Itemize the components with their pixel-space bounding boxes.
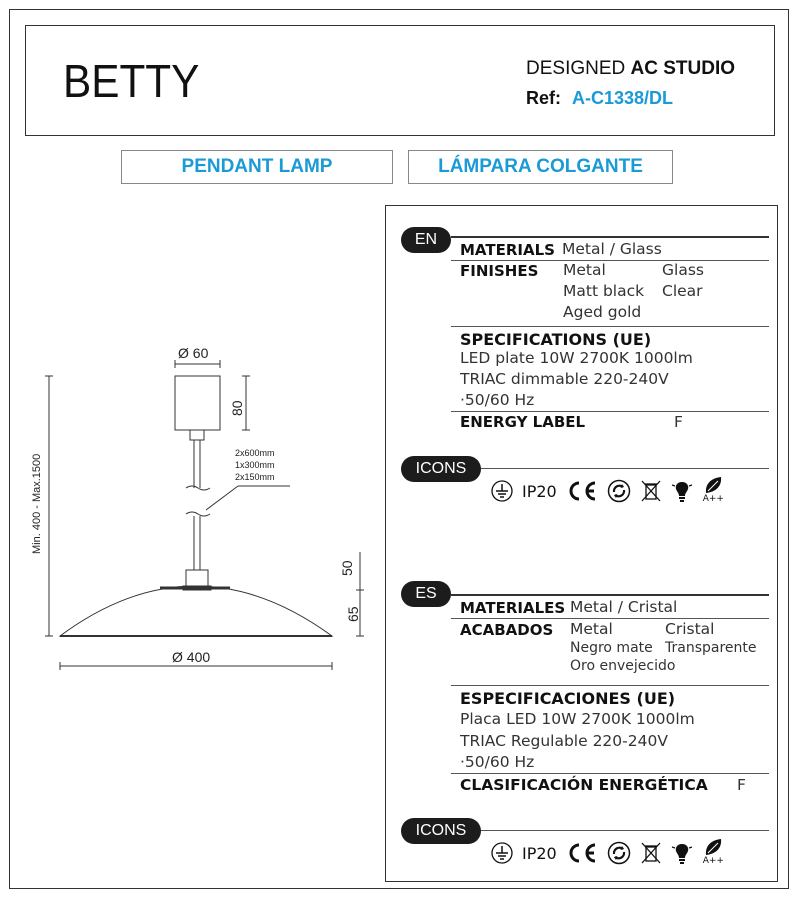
divider	[451, 236, 769, 238]
icons-en-text: ICONS	[415, 460, 467, 477]
recycle-icon	[607, 841, 631, 865]
divider	[451, 685, 769, 686]
materials-value-es: Metal / Cristal	[570, 598, 678, 616]
finish-col2-head-en: Glass	[662, 261, 704, 279]
recycle-icon	[607, 479, 631, 503]
energy-class-en: A++	[702, 494, 724, 504]
product-name: BETTY	[63, 55, 200, 107]
shade-height-label: 65	[345, 606, 361, 622]
earth-ground-icon	[490, 479, 514, 503]
finish-col2-line1-en: Clear	[662, 282, 703, 300]
lang-pill-es	[401, 581, 451, 607]
designer-credit	[526, 58, 735, 80]
finish-col1-head-es: Metal	[570, 620, 613, 638]
title-es-text: LÁMPARA COLGANTE	[438, 156, 643, 177]
materials-label-es: MATERIALES	[460, 599, 566, 617]
cable-option-1: 2x600mm	[235, 448, 275, 458]
crossed-bin-icon	[639, 841, 663, 865]
ref-code: A-C1338/DL	[572, 88, 674, 108]
finish-col1-head-en: Metal	[563, 261, 606, 279]
ip-rating-en: IP20	[522, 481, 557, 501]
crossed-bin-icon	[639, 479, 663, 503]
holder-height-label: 50	[339, 560, 355, 576]
spec-line3-es: ·50/60 Hz	[460, 753, 535, 771]
title-es	[408, 150, 673, 184]
ip-rating-es: IP20	[522, 843, 557, 863]
led-bulb-icon	[671, 479, 693, 503]
divider	[481, 830, 769, 831]
lang-en-text: EN	[414, 231, 438, 248]
lamp-technical-drawing	[20, 330, 370, 680]
divider	[451, 411, 769, 412]
materials-label-en: MATERIALS	[460, 241, 555, 259]
finishes-label-en: FINISHES	[460, 262, 539, 280]
finish-col2-line1-es: Transparente	[665, 640, 757, 656]
finish-col2-head-es: Cristal	[665, 620, 715, 638]
energy-label-en: ENERGY LABEL	[460, 413, 586, 431]
specs-label-en: SPECIFICATIONS (UE)	[460, 330, 652, 349]
icons-es-text: ICONS	[415, 822, 467, 839]
divider	[451, 326, 769, 327]
shade-diameter-label: Ø 400	[172, 649, 211, 665]
certification-icons-es	[490, 838, 727, 868]
divider	[481, 468, 769, 469]
divider	[451, 773, 769, 774]
reference	[526, 88, 673, 109]
canopy-height-label: 80	[229, 400, 245, 416]
spec-line1-en: LED plate 10W 2700K 1000lm	[460, 349, 693, 367]
cable-option-3: 2x150mm	[235, 472, 275, 482]
total-height-label: Min. 400 - Max.1500	[31, 453, 43, 554]
earth-ground-icon	[490, 841, 514, 865]
specs-label-es: ESPECIFICACIONES (UE)	[460, 689, 676, 708]
energy-value-es: F	[737, 776, 746, 794]
certification-icons-en	[490, 476, 727, 506]
finish-col1-line2-es: Oro envejecido	[570, 658, 676, 674]
divider	[451, 618, 769, 619]
finish-col1-line1-es: Negro mate	[570, 640, 653, 656]
canopy-diameter-label: Ø 60	[178, 345, 209, 361]
lang-es-text: ES	[415, 585, 437, 602]
icons-pill-en	[401, 456, 481, 482]
divider	[451, 594, 769, 596]
designer-name: AC STUDIO	[630, 58, 736, 79]
energy-class-es: A++	[702, 856, 724, 866]
finish-col1-line1-en: Matt black	[563, 282, 645, 300]
ce-mark-icon	[565, 841, 599, 865]
finishes-label-es: ACABADOS	[460, 621, 554, 639]
spec-line2-en: TRIAC dimmable 220-240V	[460, 370, 669, 388]
ref-label: Ref:	[526, 88, 561, 108]
energy-value-en: F	[674, 413, 683, 431]
spec-line1-es: Placa LED 10W 2700K 1000lm	[460, 710, 695, 728]
energy-leaf-icon	[701, 838, 727, 868]
title-en-text: PENDANT LAMP	[181, 156, 333, 177]
spec-line3-en: ·50/60 Hz	[460, 391, 535, 409]
header-box	[25, 25, 775, 136]
finish-col1-line2-en: Aged gold	[563, 303, 642, 321]
canopy-body	[175, 376, 220, 430]
energy-leaf-icon	[701, 476, 727, 506]
ce-mark-icon	[565, 479, 599, 503]
lamp-shade	[60, 586, 332, 636]
title-en	[121, 150, 393, 184]
lang-pill-en	[401, 227, 451, 253]
canopy-connector	[190, 430, 204, 440]
divider	[451, 260, 769, 261]
designed-prefix: DESIGNED	[526, 58, 626, 79]
icons-pill-es	[401, 818, 481, 844]
cable-option-2: 1x300mm	[235, 460, 275, 470]
materials-value-en: Metal / Glass	[562, 240, 662, 258]
energy-label-es: CLASIFICACIÓN ENERGÉTICA	[460, 776, 708, 794]
led-bulb-icon	[671, 841, 693, 865]
spec-line2-es: TRIAC Regulable 220-240V	[460, 732, 668, 750]
